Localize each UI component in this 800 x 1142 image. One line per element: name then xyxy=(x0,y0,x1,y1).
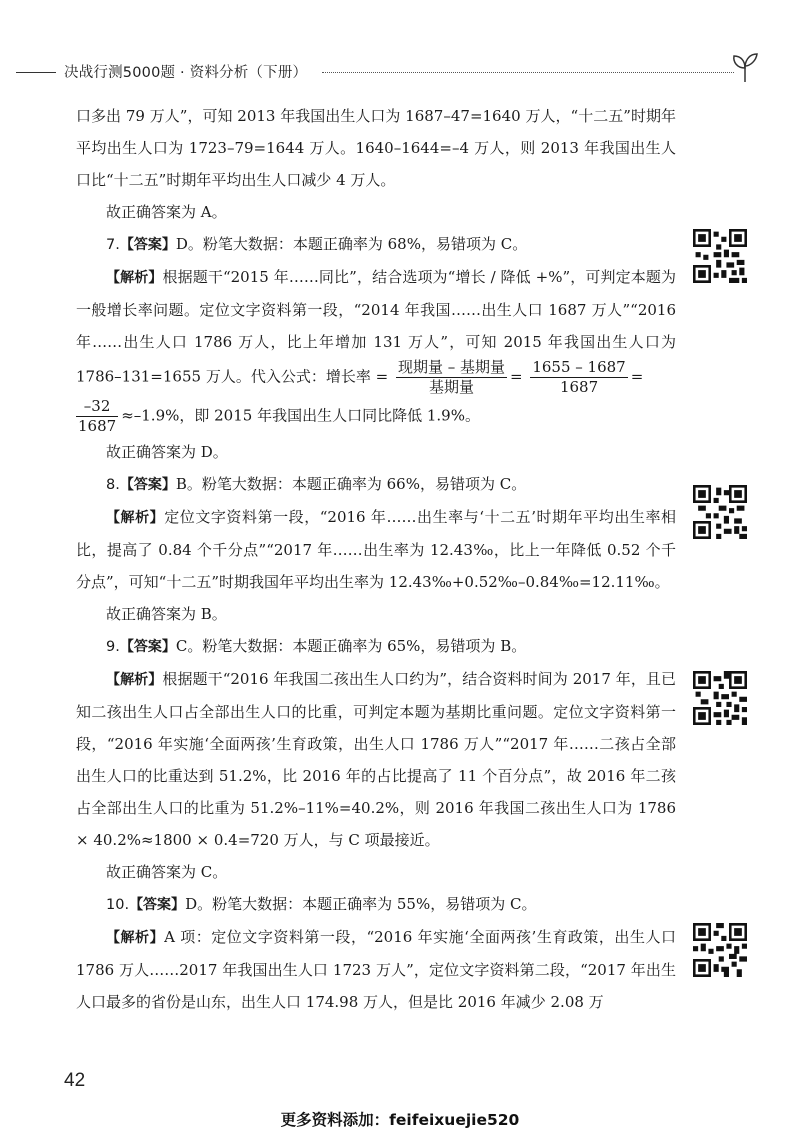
fraction-numerator: 1655 – 1687 xyxy=(532,358,626,376)
result-text: ≈–1.9%，即 2015 年我国出生人口同比降低 1.9%。 xyxy=(121,406,480,425)
answer-text: D。粉笔大数据：本题正确率为 68%，易错项为 C。 xyxy=(175,235,528,253)
q9-answer xyxy=(76,630,676,663)
paragraph: 口多出 79 万人”，可知 2013 年我国出生人口为 1687–47=1640 万人，“十二五”时期年平均出生人口为 1723–79=1644 万人。1640–1644=–4 万人，则 2013 年我国出生人口比“十二五”时期年平均出生人口减少 4 万人。 xyxy=(76,107,676,189)
q7-explanation xyxy=(76,261,676,397)
question-number: 8. xyxy=(106,477,120,493)
analysis-tag: 【解析】 xyxy=(106,930,165,946)
question-number: 7. xyxy=(106,237,120,253)
sprout-icon xyxy=(728,50,762,84)
analysis-text: 根据题干“2015 年……同比”，结合选项为“增长 / 降低 +%”，可判定本题为一般增长率问题。定位文字资料第一段，“2014 年我国……出生人口 1687 万人”“2016 年……出生人口 1786 万人，比上年增加 131 万人”，可知 2015 年我国出生人口为 1786–131=1655 万人。代入公式：增长率 = xyxy=(76,268,676,386)
formula-denominator: 基期量 xyxy=(428,378,474,396)
qr-code-icon[interactable] xyxy=(693,671,747,725)
answer-tag: 【答案】 xyxy=(119,477,176,493)
analysis-tag: 【解析】 xyxy=(106,510,165,526)
question-number: 9. xyxy=(106,639,120,655)
q7-result xyxy=(76,397,676,436)
answer-explanations xyxy=(76,100,676,1018)
answer-text: B。粉笔大数据：本题正确率为 66%，易错项为 C。 xyxy=(175,475,527,493)
formula-numerator: 现期量 – 基期量 xyxy=(397,358,505,376)
q8-answer xyxy=(76,468,676,501)
analysis-text: 定位文字资料第一段，“2016 年……出生率与‘十二五’时期年平均出生率相比，提高了 0.84 个千分点”“2017 年……出生率为 12.43‰，比上一年降低 0.52 个千分点”，可知“十二五”时期我国年平均出生率为 12.43‰+0.52‰–0.84‰=12.11‰。 xyxy=(76,508,676,591)
answer-tag: 【答案】 xyxy=(119,639,176,655)
analysis-text: A 项：定位文字资料第一段，“2016 年实施‘全面两孩’生育政策，出生人口 1786 万人……2017 年我国出生人口 1723 万人”，定位文字资料第二段，“2017 年出生人口最多的省份是山东，出生人口 174.98 万人，但是比 2016 年减少 2.08 万 xyxy=(76,928,676,1011)
header-dotted-rule xyxy=(322,72,734,73)
analysis-tag: 【解析】 xyxy=(106,270,163,286)
fraction-denominator: 1687 xyxy=(559,378,599,396)
q10-explanation xyxy=(76,921,676,1018)
equals-sign: = xyxy=(630,367,644,386)
fraction-denominator: 1687 xyxy=(78,417,117,435)
q8-explanation xyxy=(76,501,676,598)
analysis-text: 根据题干“2016 年我国二孩出生人口约为”，结合资料时间为 2017 年，且已知二孩出生人口占全部出生人口的比重，可判定本题为基期比重问题。定位文字资料第一段，“2016 年实施‘全面两孩’生育政策，出生人口 1786 万人”“2017 年……二孩占全部出生人口的比重达到 51.2%，比 2016 年的占比提高了 11 个百分点”，故 2016 年二孩占全部出生人口的比重为 51.2%–11%=40.2%，则 2016 年我国二孩出生人口为 1786 × 40.2%≈1800 × 0.4=720 万人，与 C 项最接近。 xyxy=(76,670,676,849)
answer-line: 故正确答案为 B。 xyxy=(106,605,227,623)
answer-text: C。粉笔大数据：本题正确率为 65%，易错项为 B。 xyxy=(175,637,527,655)
q9-explanation xyxy=(76,663,676,856)
growth-rate-formula xyxy=(396,358,507,397)
qr-code-icon[interactable] xyxy=(693,485,747,539)
qr-code-icon[interactable] xyxy=(693,923,747,977)
equals-sign: = xyxy=(509,367,523,386)
fraction-numerator: –32 xyxy=(76,397,118,417)
q7-answer xyxy=(76,228,676,261)
result-fraction xyxy=(76,397,118,436)
qr-code-icon[interactable] xyxy=(693,229,747,283)
answer-line: 故正确答案为 A。 xyxy=(106,203,227,221)
page-number: 42 xyxy=(64,1070,86,1091)
analysis-tag: 【解析】 xyxy=(106,672,163,688)
page-header xyxy=(16,52,756,92)
answer-tag: 【答案】 xyxy=(119,237,176,253)
answer-text: D。粉笔大数据：本题正确率为 55%，易错项为 C。 xyxy=(185,895,537,913)
footer-note: 更多资料添加：feifeixuejie520 xyxy=(280,1111,520,1129)
header-title: 决战行测5000题 · 资料分析（下册） xyxy=(64,65,308,81)
answer-line: 故正确答案为 C。 xyxy=(106,863,228,881)
question-number: 10. xyxy=(106,897,130,913)
header-rule-left xyxy=(16,72,56,73)
value-fraction xyxy=(530,358,627,397)
q10-answer xyxy=(76,888,676,921)
answer-line: 故正确答案为 D。 xyxy=(106,443,228,461)
answer-tag: 【答案】 xyxy=(129,897,186,913)
